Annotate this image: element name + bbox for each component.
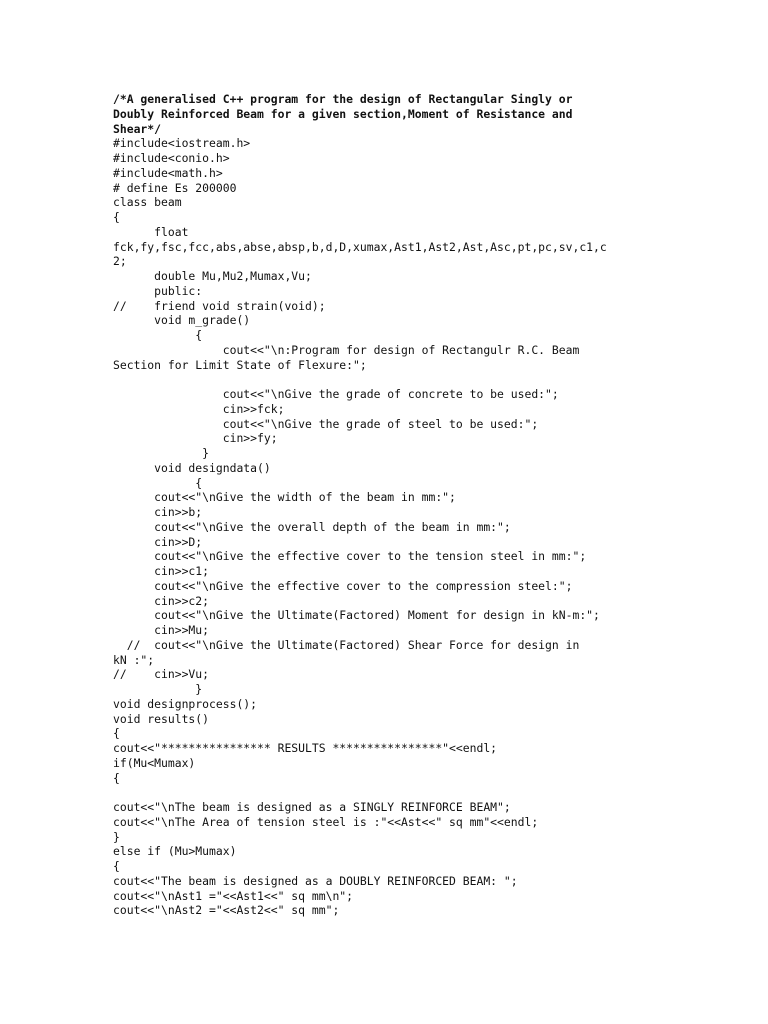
code-line: { bbox=[113, 475, 203, 490]
code-line: void results() bbox=[113, 711, 210, 726]
code-line: { bbox=[113, 770, 120, 785]
code-line: } bbox=[113, 446, 210, 460]
code-line: if(Mu<Mumax) bbox=[113, 755, 196, 770]
code-line: cout<<"\nAst1 ="<<Ast1<<" sq mm\n"; bbox=[113, 888, 354, 903]
code-line bbox=[113, 785, 653, 800]
code-line: cin>>c2; bbox=[113, 593, 210, 608]
code-line: cout<<"\n:Program for design of Rectangulr R.C. Beam bbox=[113, 342, 580, 357]
code-line: #include<iostream.h> bbox=[113, 136, 251, 151]
code-line: #include<math.h> bbox=[113, 165, 223, 180]
code-line: cout<<"\nGive the overall depth of the beam in mm:"; bbox=[113, 519, 511, 534]
code-line: public: bbox=[113, 283, 203, 298]
code-line: void m_grade() bbox=[113, 313, 251, 328]
code-line: cout<<"\nGive the grade of concrete to be used:"; bbox=[113, 387, 559, 401]
code-line: cout<<"\nGive the effective cover to the compression steel:"; bbox=[113, 578, 573, 593]
code-line: # define Es 200000 bbox=[113, 180, 237, 195]
code-line: void designdata() bbox=[113, 460, 271, 475]
code-line: // friend void strain(void); bbox=[113, 298, 326, 313]
code-line: cout<<"\nGive the effective cover to the tension steel in mm:"; bbox=[113, 549, 587, 564]
code-line: } bbox=[113, 682, 203, 696]
code-line: cin>>Mu; bbox=[113, 623, 210, 637]
header-comment-line: Shear*/ bbox=[113, 121, 162, 136]
code-line: float bbox=[113, 224, 189, 239]
code-line: else if (Mu>Mumax) bbox=[113, 844, 237, 859]
code-line: cout<<"\nAst2 ="<<Ast2<<" sq mm"; bbox=[113, 903, 340, 918]
code-line: cin>>b; bbox=[113, 505, 203, 519]
code-line: #include<conio.h> bbox=[113, 151, 230, 165]
header-comment-line: Doubly Reinforced Beam for a given section,Moment of Resistance and bbox=[113, 106, 573, 121]
code-line: cout<<"\nGive the width of the beam in mm:"; bbox=[113, 490, 456, 505]
code-line: Section for Limit State of Flexure:"; bbox=[113, 357, 367, 372]
code-line: cin>>fck; bbox=[113, 401, 285, 416]
code-line: 2; bbox=[113, 254, 127, 269]
code-line: kN :"; bbox=[113, 652, 155, 667]
code-line: { bbox=[113, 859, 120, 873]
code-line: cout<<"\nThe Area of tension steel is :"<<Ast<<" sq mm"<<endl; bbox=[113, 814, 539, 829]
code-line: cout<<"The beam is designed as a DOUBLY REINFORCED BEAM: "; bbox=[113, 873, 518, 888]
code-line: { bbox=[113, 328, 203, 342]
header-comment-line: /*A generalised C++ program for the design of Rectangular Singly or bbox=[113, 92, 573, 106]
code-line: cout<<"**************** RESULTS ****************"<<endl; bbox=[113, 741, 498, 755]
code-line: cout<<"\nGive the grade of steel to be used:"; bbox=[113, 416, 539, 431]
code-line: class beam bbox=[113, 195, 182, 210]
code-line bbox=[113, 372, 653, 387]
code-line: cin>>c1; bbox=[113, 564, 210, 578]
code-line: cout<<"\nThe beam is designed as a SINGLY REINFORCE BEAM"; bbox=[113, 800, 511, 814]
code-line: double Mu,Mu2,Mumax,Vu; bbox=[113, 269, 312, 283]
code-line: cout<<"\nGive the Ultimate(Factored) Moment for design in kN-m:"; bbox=[113, 608, 600, 623]
code-line: // cout<<"\nGive the Ultimate(Factored) Shear Force for design in bbox=[113, 637, 580, 652]
code-line: cin>>D; bbox=[113, 534, 203, 549]
code-line: // cin>>Vu; bbox=[113, 667, 210, 682]
code-line: cin>>fy; bbox=[113, 431, 278, 446]
source-code-listing bbox=[113, 92, 653, 918]
code-line: { bbox=[113, 210, 120, 224]
code-line: { bbox=[113, 726, 120, 741]
code-line: fck,fy,fsc,fcc,abs,abse,absp,b,d,D,xumax,Ast1,Ast2,Ast,Asc,pt,pc,sv,c1,c bbox=[113, 239, 607, 254]
code-line: void designprocess(); bbox=[113, 696, 258, 711]
code-line: } bbox=[113, 829, 120, 844]
